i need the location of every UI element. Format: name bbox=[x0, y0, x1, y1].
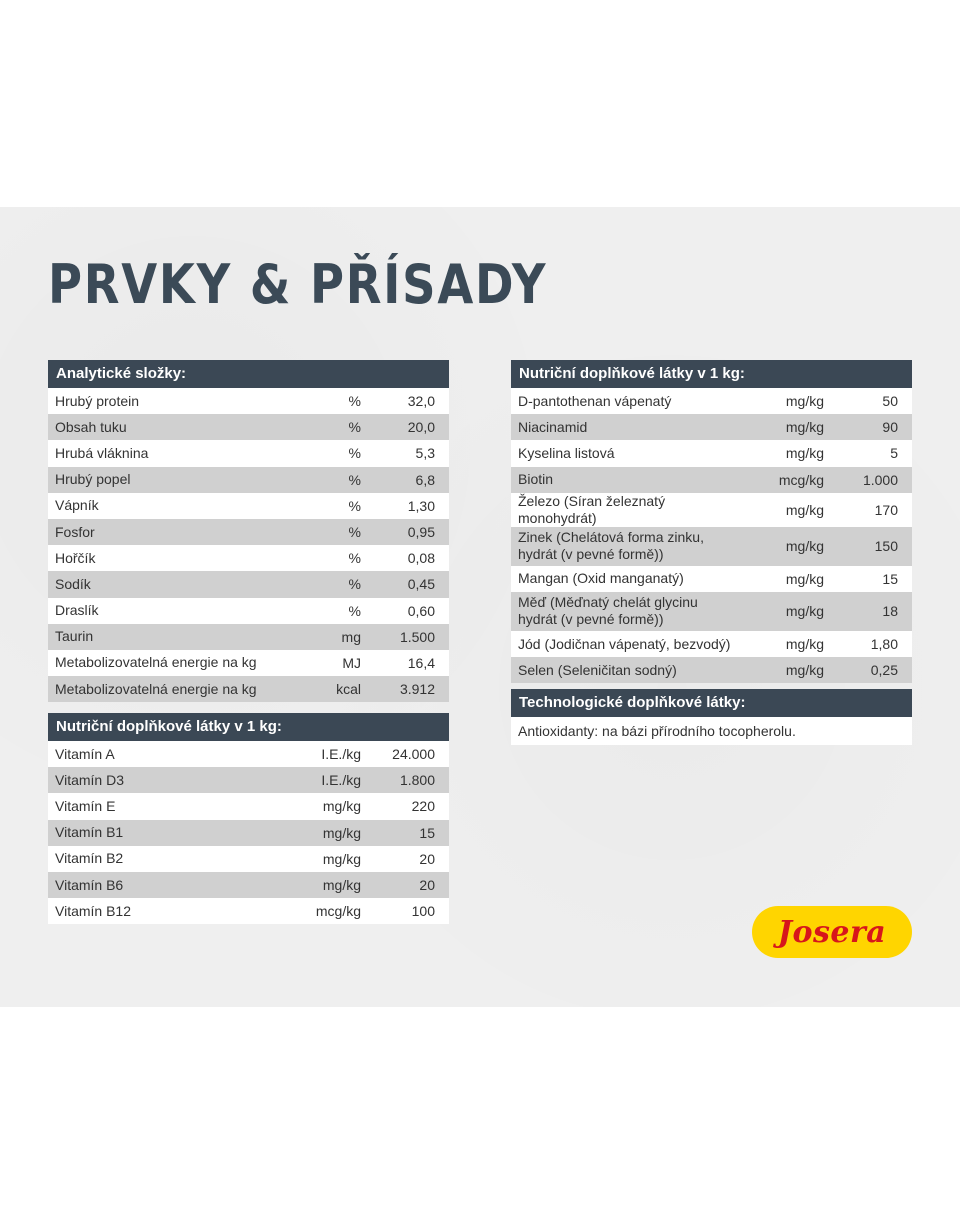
value-label: 3.912 bbox=[399, 681, 435, 698]
table-row bbox=[48, 571, 449, 597]
value-label: 1.800 bbox=[399, 772, 435, 789]
table-row bbox=[511, 592, 912, 631]
value-label: 150 bbox=[874, 538, 898, 555]
nutrient-name: Vitamín B12 bbox=[55, 902, 132, 919]
nutrient-name: Taurin bbox=[55, 628, 94, 645]
value-label: 90 bbox=[882, 419, 898, 436]
unit-label: mg/kg bbox=[785, 538, 824, 555]
value-label: 16,4 bbox=[407, 654, 435, 671]
logo-text: Josera bbox=[777, 914, 887, 950]
table-row bbox=[511, 657, 912, 683]
table-row bbox=[48, 898, 449, 924]
table-row bbox=[48, 493, 449, 519]
nutrient-name: Zinek (Chelátová forma zinku, hydrát (v pevné formě)) bbox=[518, 529, 704, 563]
nutrient-name: Niacinamid bbox=[518, 418, 588, 435]
nutrient-name: Vitamín D3 bbox=[55, 771, 124, 788]
nutrient-name: Vitamín A bbox=[55, 745, 115, 762]
unit-label: mg/kg bbox=[785, 445, 824, 462]
nutrient-name: Hrubá vláknina bbox=[55, 444, 149, 461]
value-label: 1.000 bbox=[862, 471, 898, 488]
nutrient-name: Vitamín B2 bbox=[55, 850, 124, 867]
unit-label: % bbox=[348, 419, 361, 436]
table-row bbox=[48, 414, 449, 440]
vitamins-rows bbox=[48, 741, 449, 924]
table-row bbox=[48, 676, 449, 702]
unit-label: mg/kg bbox=[785, 419, 824, 436]
nutrient-name: Sodík bbox=[55, 575, 91, 592]
nutrient-name: Železo (Síran železnatý monohydrát) bbox=[518, 492, 666, 526]
unit-label: mg/kg bbox=[785, 603, 824, 620]
nutrient-name: Vitamín E bbox=[55, 797, 116, 814]
unit-label: % bbox=[348, 471, 361, 488]
vitamins-table bbox=[48, 713, 449, 924]
unit-label: I.E./kg bbox=[321, 746, 361, 763]
value-label: 5,3 bbox=[415, 445, 435, 462]
table-row bbox=[48, 820, 449, 846]
value-label: 100 bbox=[411, 903, 435, 920]
nutrient-name: Vitamín B6 bbox=[55, 876, 124, 893]
minerals-header: Nutriční doplňkové látky v 1 kg: bbox=[511, 360, 912, 388]
value-label: 50 bbox=[882, 393, 898, 410]
unit-label: % bbox=[348, 445, 361, 462]
value-label: 1.500 bbox=[399, 628, 435, 645]
nutrient-name: Obsah tuku bbox=[55, 418, 127, 435]
table-row bbox=[48, 846, 449, 872]
table-row bbox=[48, 545, 449, 571]
table-row bbox=[511, 527, 912, 566]
value-label: 20 bbox=[419, 850, 435, 867]
technological-text: Antioxidanty: na bázi přírodního tocopherolu. bbox=[511, 717, 912, 745]
unit-label: MJ bbox=[342, 654, 361, 671]
unit-label: % bbox=[348, 576, 361, 593]
nutrient-name: Biotin bbox=[518, 471, 554, 488]
unit-label: mg/kg bbox=[322, 798, 361, 815]
nutrient-name: D-pantothenan vápenatý bbox=[518, 392, 672, 409]
value-label: 20 bbox=[419, 877, 435, 894]
value-label: 0,45 bbox=[407, 576, 435, 593]
unit-label: mg/kg bbox=[322, 877, 361, 894]
josera-logo bbox=[752, 906, 912, 958]
nutrient-name: Hrubý protein bbox=[55, 392, 140, 409]
analytical-table bbox=[48, 360, 449, 702]
nutrient-name: Fosfor bbox=[55, 523, 95, 540]
analytical-header: Analytické složky: bbox=[48, 360, 449, 388]
value-label: 32,0 bbox=[407, 393, 435, 410]
unit-label: mg/kg bbox=[322, 850, 361, 867]
unit-label: mg/kg bbox=[785, 501, 824, 518]
table-row bbox=[48, 388, 449, 414]
unit-label: I.E./kg bbox=[321, 772, 361, 789]
unit-label: mg/kg bbox=[785, 393, 824, 410]
table-row bbox=[48, 767, 449, 793]
technological-table bbox=[511, 689, 912, 745]
table-row bbox=[511, 388, 912, 414]
unit-label: mcg/kg bbox=[778, 471, 824, 488]
table-row bbox=[48, 741, 449, 767]
unit-label: % bbox=[348, 602, 361, 619]
nutrient-name: Jód (Jodičnan vápenatý, bezvodý) bbox=[518, 635, 731, 652]
value-label: 170 bbox=[874, 501, 898, 518]
nutrient-name: Vitamín B1 bbox=[55, 824, 124, 841]
value-label: 0,60 bbox=[407, 602, 435, 619]
nutrient-name: Vápník bbox=[55, 497, 99, 514]
table-row bbox=[48, 519, 449, 545]
nutrient-name: Kyselina listová bbox=[518, 444, 615, 461]
unit-label: mg/kg bbox=[785, 570, 824, 587]
nutrient-name: Selen (Seleničitan sodný) bbox=[518, 661, 677, 678]
unit-label: mg/kg bbox=[322, 824, 361, 841]
table-row bbox=[48, 624, 449, 650]
unit-label: % bbox=[348, 550, 361, 567]
nutrient-name: Hořčík bbox=[55, 549, 96, 566]
vitamins-header: Nutriční doplňkové látky v 1 kg: bbox=[48, 713, 449, 741]
nutrient-name: Měď (Měďnatý chelát glycinu hydrát (v pevné formě)) bbox=[518, 594, 698, 628]
value-label: 1,80 bbox=[870, 636, 898, 653]
value-label: 18 bbox=[882, 603, 898, 620]
unit-label: mg/kg bbox=[785, 636, 824, 653]
value-label: 0,95 bbox=[407, 524, 435, 541]
nutrient-name: Mangan (Oxid manganatý) bbox=[518, 570, 684, 587]
table-row bbox=[511, 414, 912, 440]
nutrient-name: Hrubý popel bbox=[55, 471, 131, 488]
table-row bbox=[511, 631, 912, 657]
value-label: 6,8 bbox=[415, 471, 435, 488]
nutrient-name: Draslík bbox=[55, 602, 99, 619]
value-label: 0,08 bbox=[407, 550, 435, 567]
unit-label: % bbox=[348, 524, 361, 541]
table-row bbox=[48, 440, 449, 466]
value-label: 5 bbox=[890, 445, 898, 462]
unit-label: % bbox=[348, 497, 361, 514]
value-label: 1,30 bbox=[407, 497, 435, 514]
table-row bbox=[511, 493, 912, 527]
unit-label: mcg/kg bbox=[315, 903, 361, 920]
table-row bbox=[48, 467, 449, 493]
table-row bbox=[48, 598, 449, 624]
nutrient-name: Metabolizovatelná energie na kg bbox=[55, 680, 257, 697]
analytical-rows bbox=[48, 388, 449, 702]
value-label: 24.000 bbox=[392, 746, 435, 763]
minerals-table bbox=[511, 360, 912, 683]
table-row bbox=[511, 566, 912, 592]
table-row bbox=[48, 872, 449, 898]
value-label: 15 bbox=[882, 570, 898, 587]
unit-label: mg bbox=[341, 628, 361, 645]
page-title: PRVKY & PŘÍSADY bbox=[48, 253, 548, 316]
nutrient-name: Metabolizovatelná energie na kg bbox=[55, 654, 257, 671]
value-label: 0,25 bbox=[870, 662, 898, 679]
value-label: 15 bbox=[419, 824, 435, 841]
value-label: 20,0 bbox=[407, 419, 435, 436]
unit-label: % bbox=[348, 393, 361, 410]
unit-label: mg/kg bbox=[785, 662, 824, 679]
unit-label: kcal bbox=[336, 681, 361, 698]
table-row bbox=[48, 793, 449, 819]
technological-header: Technologické doplňkové látky: bbox=[511, 689, 912, 717]
value-label: 220 bbox=[411, 798, 435, 815]
minerals-rows bbox=[511, 388, 912, 683]
table-row bbox=[511, 467, 912, 493]
table-row bbox=[48, 650, 449, 676]
table-row bbox=[511, 440, 912, 466]
